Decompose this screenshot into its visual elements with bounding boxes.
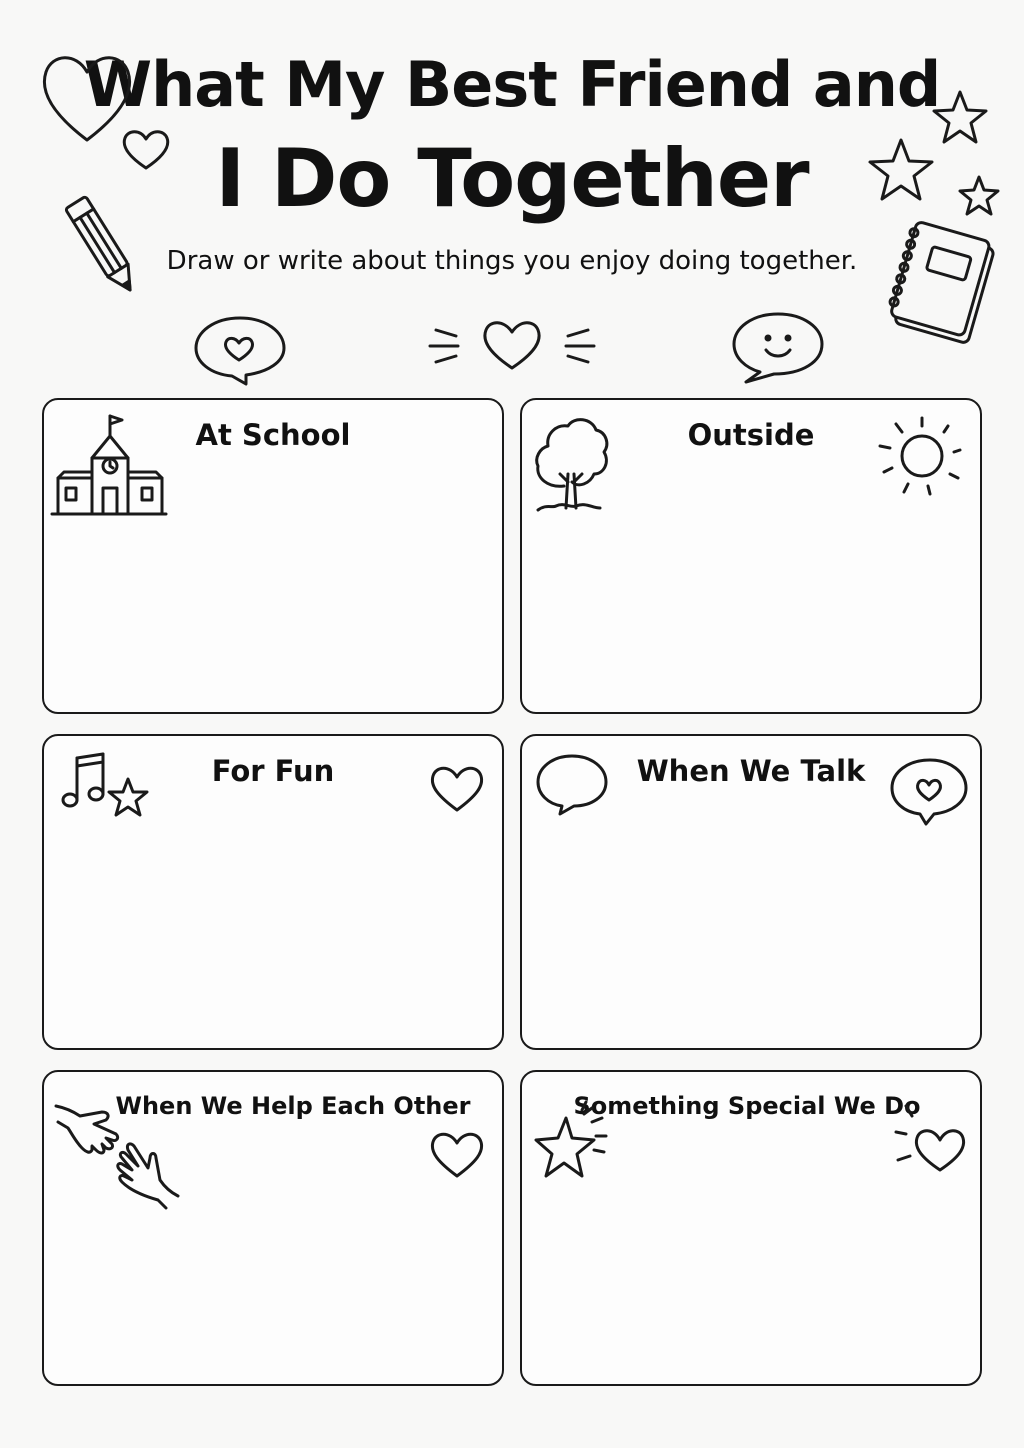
pencil-icon bbox=[62, 190, 142, 305]
section-for-fun[interactable] bbox=[42, 734, 504, 1050]
star-icon bbox=[866, 136, 936, 204]
page-title-line2: I Do Together bbox=[215, 132, 809, 225]
big-heart-icon bbox=[40, 50, 135, 145]
heart-icon bbox=[430, 1130, 484, 1180]
section-when-we-help-each-other[interactable] bbox=[42, 1070, 504, 1386]
music-note-icon bbox=[60, 750, 112, 812]
section-title: For Fun bbox=[211, 754, 335, 788]
smiley-bubble-icon bbox=[732, 310, 824, 384]
section-at-school[interactable] bbox=[42, 398, 504, 714]
star-icon bbox=[106, 776, 150, 820]
sparkle-star-icon bbox=[534, 1100, 614, 1186]
speech-bubble-icon bbox=[534, 752, 608, 816]
page-subtitle: Draw or write about things you enjoy doing together. bbox=[166, 246, 858, 276]
small-heart-icon bbox=[122, 128, 170, 172]
radiating-heart-icon bbox=[422, 314, 602, 374]
notebook-icon bbox=[880, 222, 1000, 352]
heart-bubble-icon bbox=[192, 312, 288, 386]
school-building-icon bbox=[52, 412, 162, 517]
helping-hands-icon bbox=[52, 1086, 182, 1210]
section-title: Something Special We Do bbox=[573, 1092, 921, 1120]
section-title: At School bbox=[195, 418, 351, 452]
section-when-we-talk[interactable] bbox=[520, 734, 982, 1050]
sparkle-heart-icon bbox=[894, 1102, 970, 1174]
sun-icon bbox=[876, 414, 966, 500]
section-outside[interactable] bbox=[520, 398, 982, 714]
star-icon bbox=[930, 88, 990, 148]
heart-icon bbox=[430, 764, 484, 814]
page-title-line1: What My Best Friend and bbox=[83, 48, 941, 121]
section-title: When We Help Each Other bbox=[115, 1092, 471, 1120]
section-something-special-we-do[interactable] bbox=[520, 1070, 982, 1386]
tree-icon bbox=[534, 412, 610, 517]
star-icon bbox=[956, 174, 1002, 218]
heart-speech-bubble-icon bbox=[890, 756, 968, 826]
section-title: Outside bbox=[687, 418, 815, 452]
section-title: When We Talk bbox=[636, 754, 866, 788]
